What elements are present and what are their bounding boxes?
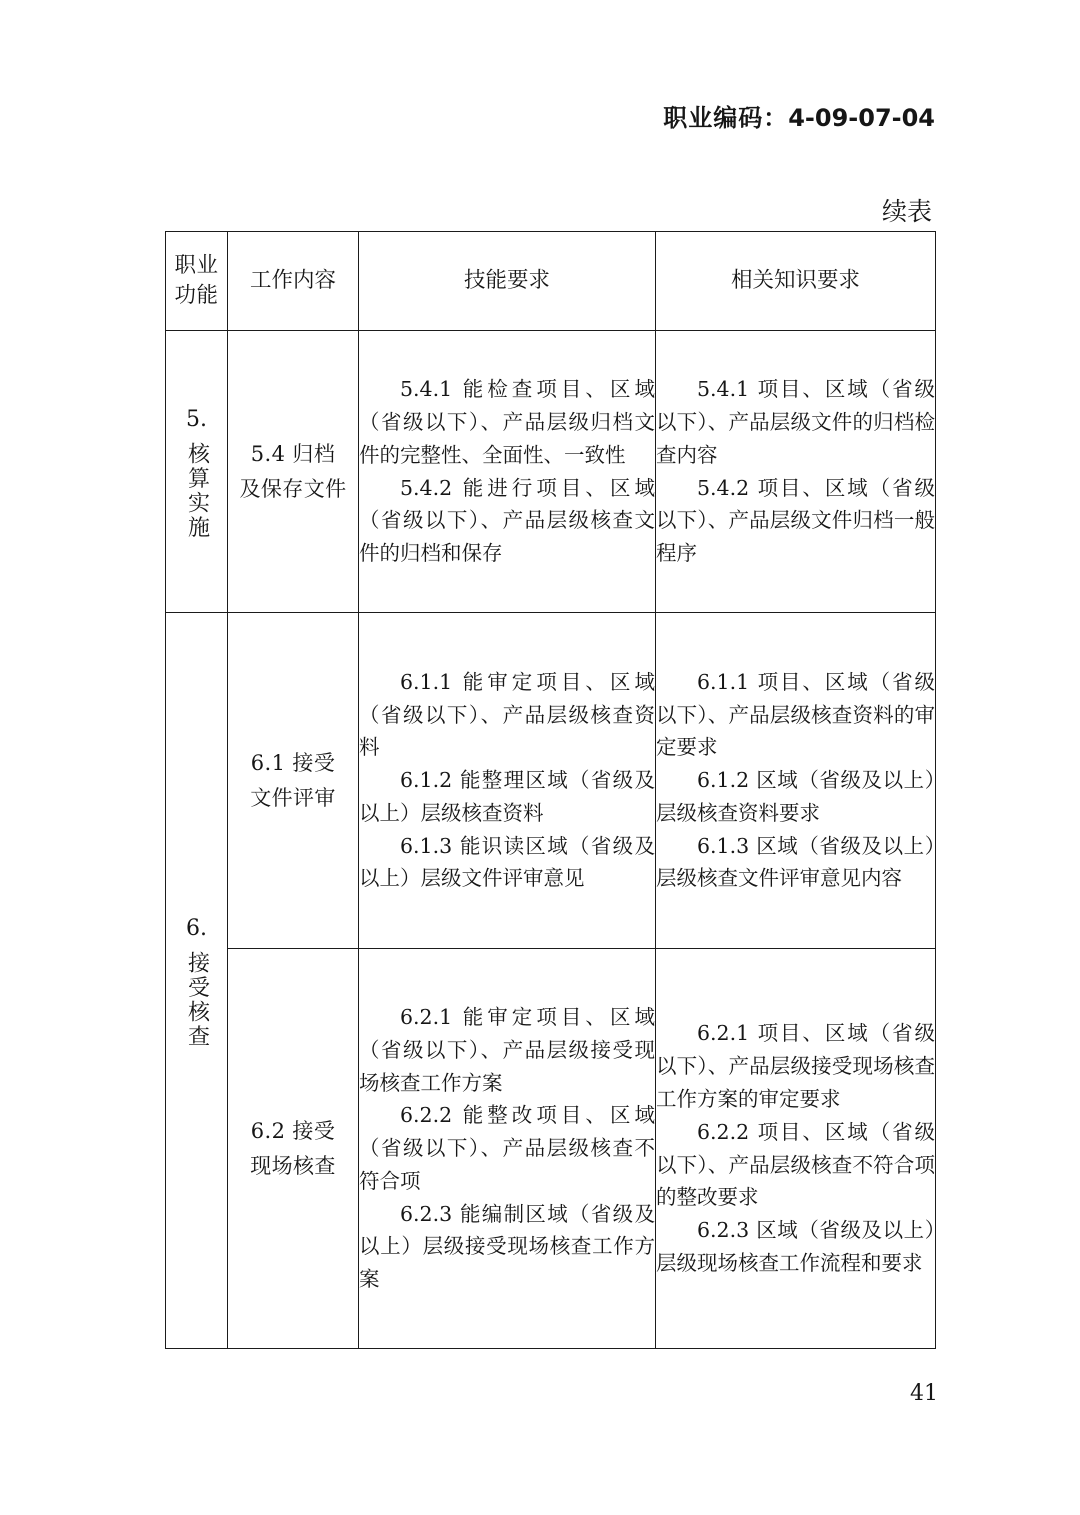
knowledge-cell-5-4 <box>656 331 936 613</box>
skill-item: 6.2.1 能审定项目、区域（省级以下）、产品层级接受现场核查工作方案 <box>359 1004 655 1095</box>
function-number: 6. <box>186 916 207 942</box>
knowledge-item: 6.2.1 项目、区域（省级以下）、产品层级接受现场核查工作方案的审定要求 <box>656 1021 935 1111</box>
work-content-line1: 5.4 归档 <box>250 442 336 467</box>
work-content-line1: 6.1 接受 <box>250 751 336 776</box>
page-running-head <box>0 98 935 133</box>
work-content-cell-6-1 <box>228 613 359 949</box>
work-content-line2: 文件评审 <box>250 785 336 810</box>
work-content-line1: 6.2 接受 <box>250 1119 336 1144</box>
work-content-line2: 现场核查 <box>250 1153 336 1178</box>
work-content-cell-6-2 <box>228 949 359 1349</box>
skill-item: 5.4.2 能进行项目、区域（省级以下）、产品层级核查文件的归档和保存 <box>359 475 655 566</box>
skill-item: 6.2.3 能编制区域（省级及以上）层级接受现场核查工作方案 <box>359 1201 655 1292</box>
header-function-line1: 职业 <box>174 253 219 279</box>
knowledge-item: 5.4.1 项目、区域（省级以下）、产品层级文件的归档检查内容 <box>656 377 935 467</box>
function-cell-6 <box>166 613 228 1349</box>
occupation-code-label: 职业编码： <box>663 104 789 132</box>
function-number: 5. <box>186 407 207 433</box>
occupation-code-value: 4-09-07-04 <box>788 104 935 132</box>
header-cell-work-content: 工作内容 <box>228 232 359 331</box>
occupational-skill-table <box>165 231 936 1349</box>
table-row <box>166 949 936 1349</box>
table-row <box>166 613 936 949</box>
header-cell-skill: 技能要求 <box>359 232 656 331</box>
knowledge-item: 6.1.1 项目、区域（省级以下）、产品层级核查资料的审定要求 <box>656 669 935 760</box>
function-name: 核算实施 <box>184 441 210 540</box>
skill-cell-5-4 <box>359 331 656 613</box>
work-content-cell-5-4 <box>228 331 359 613</box>
function-cell-5 <box>166 331 228 613</box>
skill-item: 6.2.2 能整改项目、区域（省级以下）、产品层级核查不符合项 <box>359 1103 655 1193</box>
table-header-row <box>166 232 936 331</box>
table-continued-caption: 续表 <box>881 197 932 226</box>
header-cell-function <box>166 232 228 331</box>
table-row <box>166 331 936 613</box>
work-content-line2: 及保存文件 <box>239 476 347 501</box>
skill-item: 6.1.1 能审定项目、区域（省级以下）、产品层级核查资料 <box>359 669 655 760</box>
skill-cell-6-2 <box>359 949 656 1349</box>
knowledge-item: 5.4.2 项目、区域（省级以下）、产品层级文件归档一般程序 <box>656 475 935 566</box>
knowledge-item: 6.2.2 项目、区域（省级以下）、产品层级核查不符合项的整改要求 <box>656 1119 935 1210</box>
header-function-line2: 功能 <box>174 283 219 308</box>
skill-item: 6.1.2 能整理区域（省级及以上）层级核查资料 <box>359 768 655 825</box>
skill-item: 5.4.1 能检查项目、区域（省级以下）、产品层级归档文件的完整性、全面性、一致性 <box>359 377 655 467</box>
knowledge-item: 6.2.3 区域（省级及以上）层级现场核查工作流程和要求 <box>656 1218 935 1275</box>
skill-item: 6.1.3 能识读区域（省级及以上）层级文件评审意见 <box>359 833 655 891</box>
knowledge-cell-6-1 <box>656 613 936 949</box>
skill-cell-6-1 <box>359 613 656 949</box>
knowledge-cell-6-2 <box>656 949 936 1349</box>
knowledge-item: 6.1.3 区域（省级及以上）层级核查文件评审意见内容 <box>656 833 935 891</box>
header-cell-knowledge: 相关知识要求 <box>656 232 936 331</box>
knowledge-item: 6.1.2 区域（省级及以上）层级核查资料要求 <box>656 768 935 825</box>
function-name: 接受核查 <box>184 950 210 1049</box>
page-number: 41 <box>910 1381 938 1406</box>
